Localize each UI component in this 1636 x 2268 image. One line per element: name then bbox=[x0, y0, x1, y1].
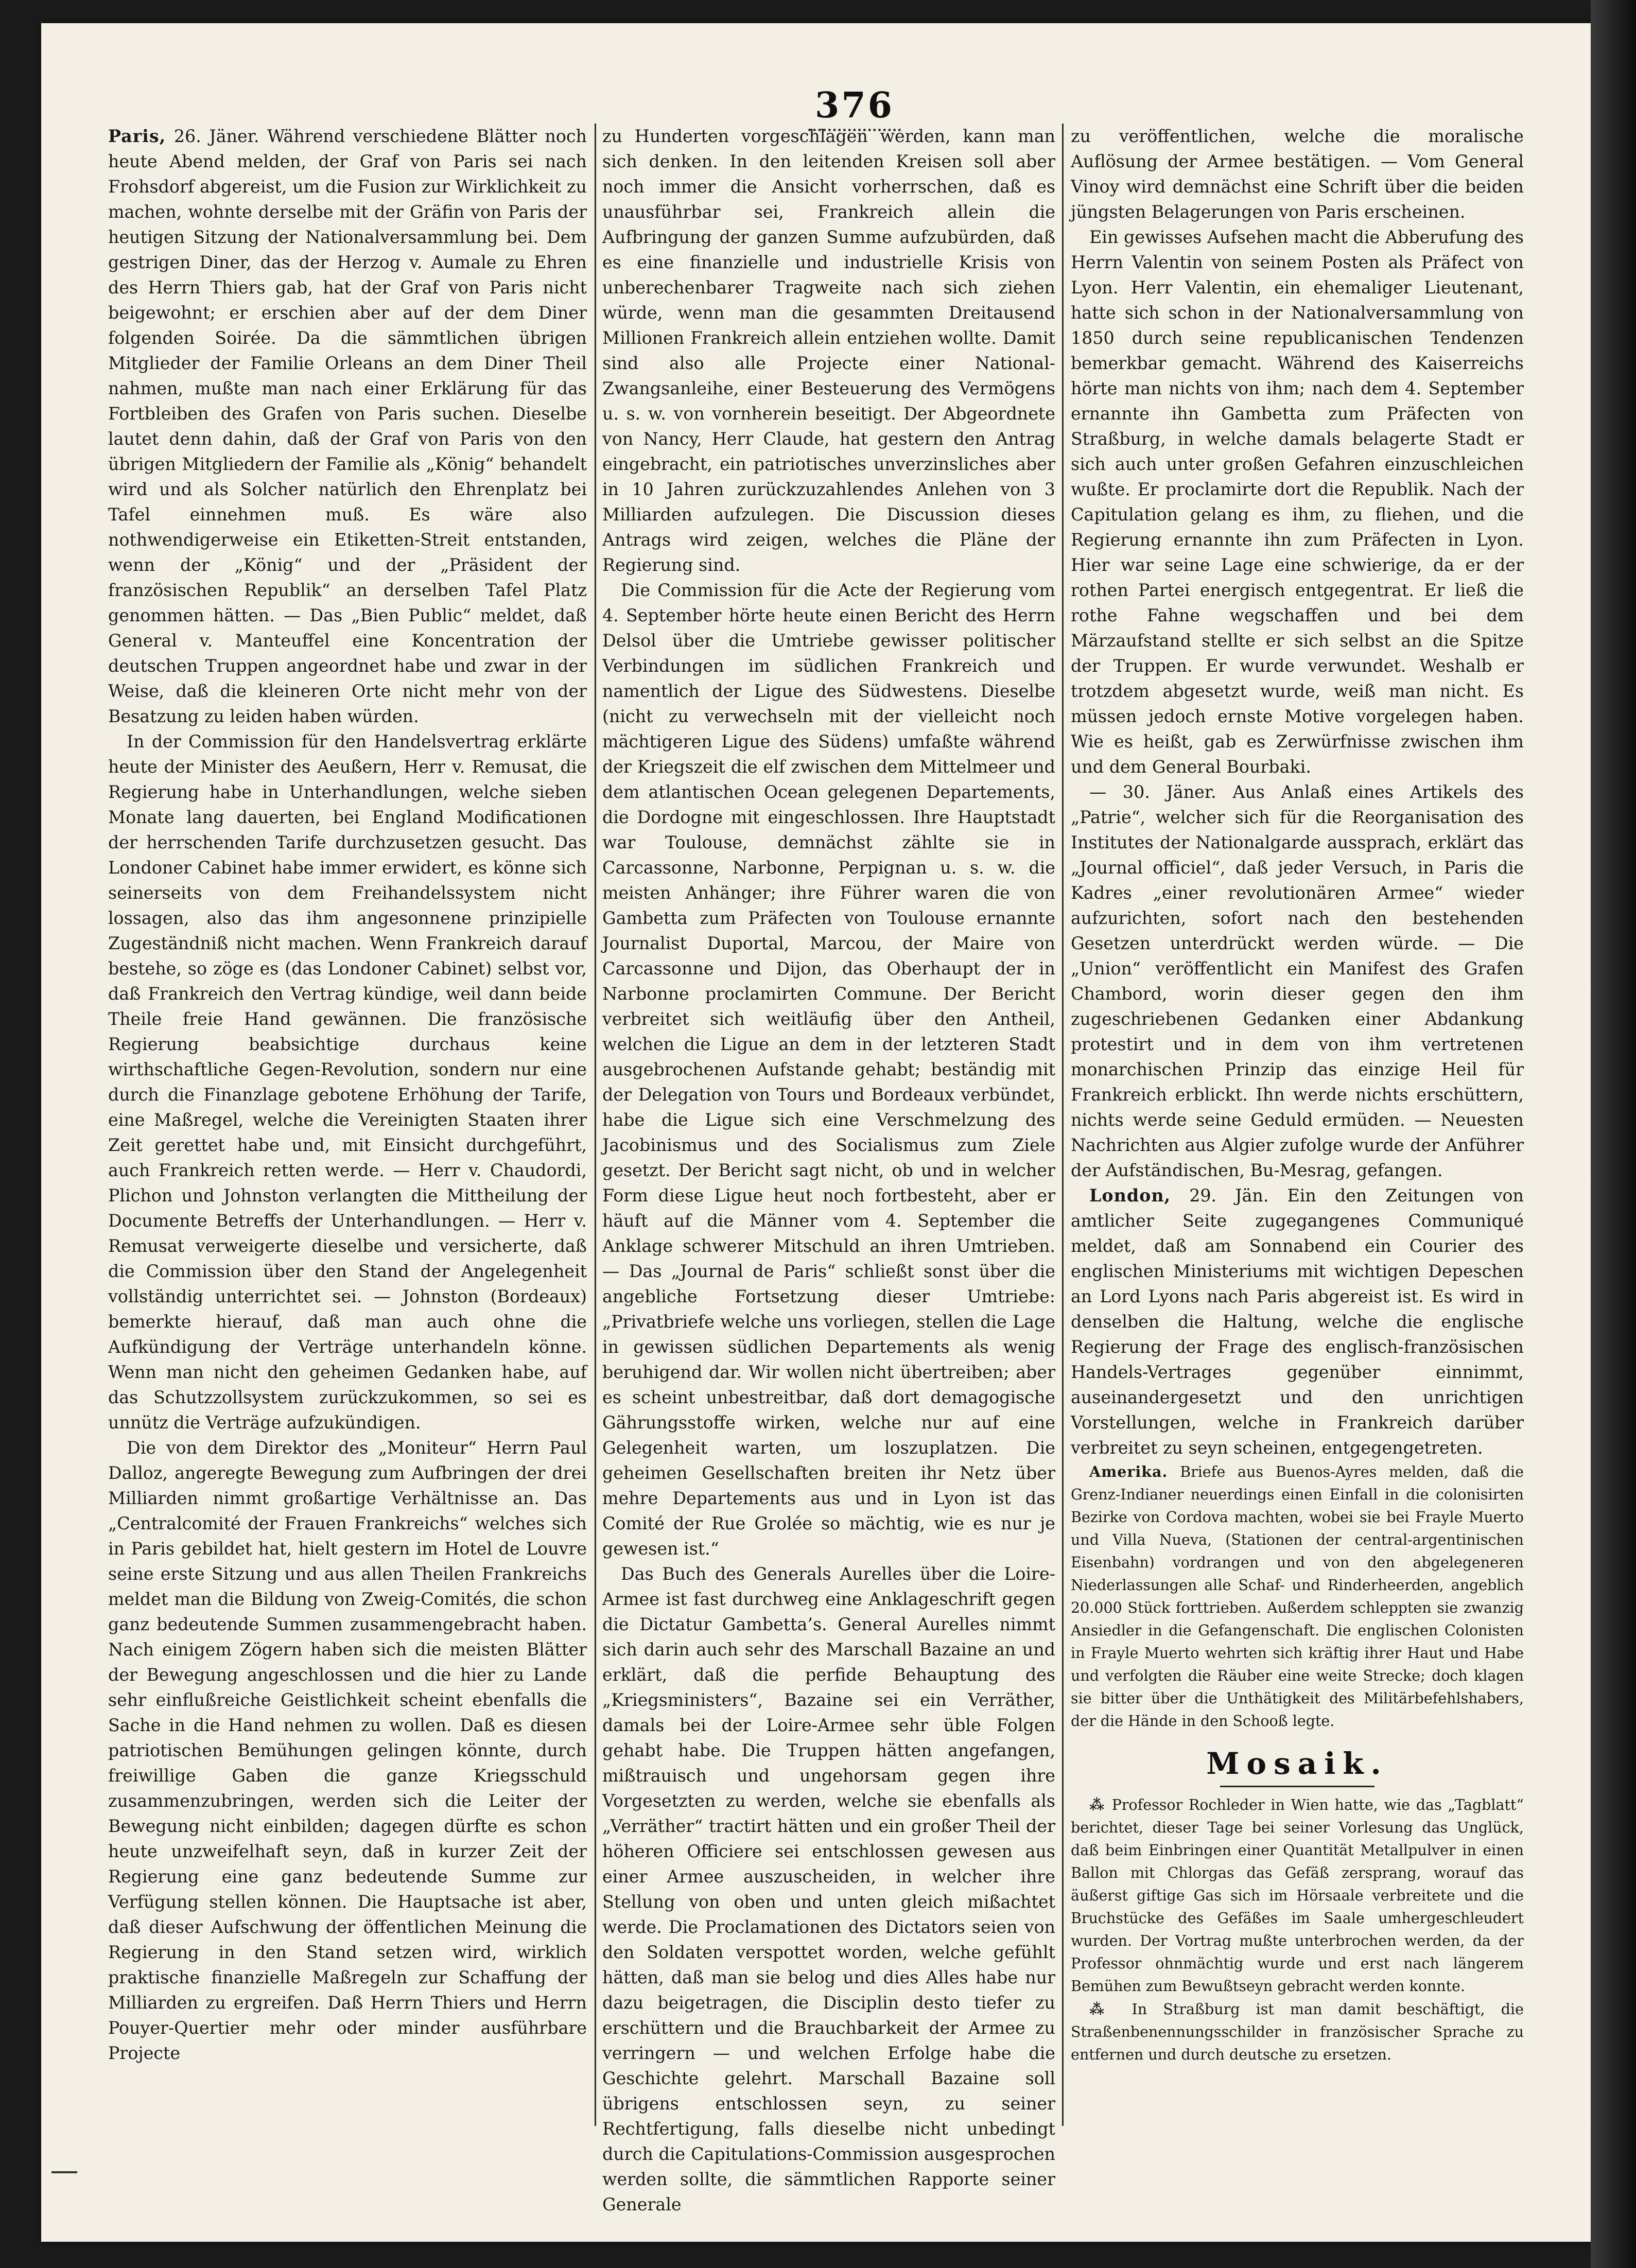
mosaik-item-1 bbox=[1071, 1793, 1524, 1998]
column-1 bbox=[108, 124, 587, 2157]
page-number: 376 bbox=[815, 85, 894, 126]
mosaik-text: Professor Rochleder in Wien hatte, wie das „Tagblatt“ berichtet, dieser Tage bei seiner Vorlesung das Unglück, daß beim Einbringen einer Quantität Metallpulver in einen Ballon mit Chlorgas das Gefäß zersprang, worauf das äußerst giftige Gas sich im Hörsaale verbreitete und die Bruchstücke des Gefäßes im Saale umhergeschleudert wurden. Der Vortrag mußte unterbrochen werden, da der Professor ohnmächtig wurde und erst nach längerem Bemühen zum Bewußtseyn gebracht werden konnte. bbox=[1071, 1796, 1524, 1995]
heading-rule bbox=[1220, 1786, 1374, 1787]
margin-mark bbox=[51, 2171, 77, 2173]
mosaik-item-2 bbox=[1071, 1998, 1524, 2066]
article-paris-30: — 30. Jäner. Aus Anlaß eines Artikels des „Patrie“, welcher sich für die Reorganisation des Institutes der Nationalgarde aussprach, erklärt das „Journal officiel“, daß jeder Versuch, in Paris die Kadres „einer revolutionären Armee“ wieder aufzurichten, sofort nach den bestehenden Gesetzen unterdrückt werden würde. — Die „Union“ veröffentlicht ein Manifest des Grafen Chambord, worin dieser gegen den ihm zugeschriebenen Gedanken einer Abdankung protestirt und in dem von ihm vertretenen monarchischen Prinzip das einzige Heil für Frankreich erblickt. Ihn werde nichts erschüttern, nichts werde seine Geduld ermüden. — Neuesten Nachrichten aus Algier zufolge wurde der Anführer der Aufständischen, Bu-Mesrag, gefangen. bbox=[1071, 782, 1524, 1180]
article-valentin: Ein gewisses Aufsehen macht die Abberufung des Herrn Valentin von seinem Posten als Präfect von Lyon. Herr Valentin, ein ehemaliger Lieutenant, hatte sich schon in der Nationalversammlung von 1850 durch seine republicanischen Tendenzen bemerkbar gemacht. Während des Kaiserreichs hörte man nichts von ihm; nach dem 4. September ernannte ihn Gambetta zum Präfecten von Straßburg, in welche damals belagerte Stadt er sich auch unter großen Gefahren einzuschleichen wußte. Er proclamirte dort die Republik. Nach der Capitulation gelang es ihm, zu fliehen, und die Regierung ernannte ihn zum Präfecten in Lyon. Hier war seine Lage eine schwierige, da er der rothen Partei energisch entgegentrat. Er ließ die rothe Fahne wegschaffen und bei dem Märzaufstand stellte er sich selbst an die Spitze der Truppen. Er wurde verwundet. Weshalb er trotzdem abgesetzt wurde, weiß man nicht. Es müssen jedoch ernste Motive vorgelegen haben. Wie es heißt, gab es Zerwürfnisse zwischen ihm und dem General Bourbaki. bbox=[1071, 227, 1524, 777]
article-amerika bbox=[1071, 1460, 1524, 1733]
scan-edge bbox=[1591, 0, 1636, 2268]
mosaik-text: In Straßburg ist man damit beschäftigt, die Straßenbenennungsschilder in französischer Sprache zu entfernen und durch deutsche zu ersetzen. bbox=[1071, 2001, 1524, 2063]
asterism-icon: ⁂ bbox=[1089, 1796, 1106, 1813]
article-london bbox=[1071, 1183, 1524, 1460]
dateline-place: London, bbox=[1089, 1185, 1171, 1206]
article-aurelles: Das Buch des Generals Aurelles über die Loire-Armee ist fast durchweg eine Anklageschrift gegen die Dictatur Gambetta’s. General Aurelles nimmt sich darin auch sehr des Marschall Bazaine an und erklärt, daß die perfide Behauptung des „Kriegsministers“, Bazaine sei ein Verräther, damals bei der Loire-Armee sehr üble Folgen gehabt habe. Die Truppen hätten angefangen, mißtrauisch und ungehorsam gegen ihre Vorgesetzten zu werden, welche sie ebenfalls als „Verräther“ tractirt hätten und ein großer Theil der höheren Officiere sei entschlossen gewesen aus einer Armee auszuscheiden, in welcher ihre Stellung von oben und unten gleich mißachtet werde. Die Proclamationen des Dictators seien von den Soldaten verspottet worden, welche gefühlt hätten, daß man sie belog und dies Alles habe nur dazu beigetragen, die Disciplin desto tiefer zu erschüttern und die Brauchbarkeit der Armee zu verringern — und welchen Erfolge habe die Geschichte gelehrt. Marschall Bazaine soll übrigens entschlossen seyn, zu seiner Rechtfertigung, falls dieselbe nicht unbedingt durch die Capitulations-Commission ausgesprochen werden sollte, die sämmtlichen Rapporte seiner Generale bbox=[602, 1564, 1055, 2214]
article-milliarden: Die von dem Direktor des „Moniteur“ Herrn Paul Dalloz, angeregte Bewegung zum Aufbringen der drei Milliarden nimmt großartige Verhältnisse an. Das „Centralcomité der Frauen Frankreichs“ welches sich in Paris gebildet hat, hielt gestern im Hotel de Louvre seine erste Sitzung und aus allen Theilen Frankreichs meldet man die Bildung von Zweig-Comités, die schon ganz bedeutende Summen zusammengebracht haben. Nach einigem Zögern haben sich die meisten Blätter der Bewegung angeschlossen und die hier zu Lande sehr einflußreiche Geistlichkeit scheint ebenfalls die Sache in die Hand nehmen zu wollen. Daß es diesen patriotischen Bemühungen gelingen könnte, durch freiwillige Gaben die ganze Kriegsschuld zusammenzubringen, werden sich die Leiter der Bewegung nicht einbilden; dagegen dürfte es schon heute unzweifelhaft seyn, daß in kurzer Zeit der Regierung eine ganz bedeutende Summe zur Verfügung stellen können. Die Hauptsache ist aber, daß dieser Aufschwung der öffentlichen Meinung die Regierung in den Stand setzen wird, wirklich praktische finanzielle Maßregeln zur Schaffung der Milliarden zu ergreifen. Daß Herrn Thiers und Herrn Pouyer-Quertier mehr oder minder ausführbare Projecte bbox=[108, 1438, 587, 2063]
article-continuation: zu veröffentlichen, welche die moralische Auflösung der Armee bestätigen. — Vom General Vinoy wird demnächst eine Schrift über die beiden jüngsten Belagerungen von Paris erscheinen. bbox=[1071, 126, 1524, 222]
article-paris-26 bbox=[108, 124, 587, 729]
article-handelsvertrag: In der Commission für den Handelsvertrag erklärte heute der Minister des Aeußern, Herr v. Remusat, die Regierung habe in Unterhandlungen, welche sieben Monate lang dauerten, bei England Modificationen der herrschenden Tarife durchzusetzen gesucht. Das Londoner Cabinet habe immer erwidert, es könne sich seinerseits von dem Freihandelssystem nicht lossagen, also das ihm angesonnene prinzipielle Zugeständniß nicht machen. Wenn Frankreich darauf bestehe, so zöge es (das Londoner Cabinet) selbst vor, daß Frankreich den Vertrag kündige, weil dann beide Theile freie Hand gewännen. Die französische Regierung beabsichtige durchaus keine wirthschaftliche Gegen-Revolution, sondern nur eine durch die Finanzlage gebotene Erhöhung der Tarife, eine Maßregel, welche die Vereinigten Staaten ihrer Zeit gerettet habe und, mit Einsicht durchgeführt, auch Frankreich retten werde. — Herr v. Chaudordi, Plichon und Johnston verlangten die Mittheilung der Documente Betreffs der Unterhandlungen. — Herr v. Remusat verweigerte dieselbe und versicherte, daß die Commission über den Stand der Angelegenheit vollständig unterrichtet sei. — Johnston (Bordeaux) bemerkte hierauf, daß man auch ohne die Aufkündigung der Verträge unterhandeln könne. Wenn man nicht den geheimen Gedanken habe, auf das Schutzzollsystem zurückzukommen, so sei es unnütz die Verträge aufzukündigen. bbox=[108, 731, 587, 1433]
article-text: 29. Jän. Ein den Zeitungen von amtlicher Seite zugegangenes Communiqué meldet, daß am Sonnabend ein Courier des englischen Ministeriums mit wichtigen Depeschen an Lord Lyons nach Paris abgereist ist. Es wird in denselben die Haltung, welche die englische Regierung der Frage des englisch-französischen Handels-Vertrages gegenüber einnimmt, auseinandergesetzt und den unrichtigen Vorstellungen, welche in Frankreich darüber verbreitet zu seyn scheinen, entgegengetreten. bbox=[1071, 1185, 1524, 1458]
article-text: 26. Jäner. Während verschiedene Blätter noch heute Abend melden, der Graf von Paris sei nach Frohsdorf abgereist, um die Fusion zur Wirklichkeit zu machen, wohnte derselbe mit der Gräfin von Paris der heutigen Sitzung der Nationalversammlung bei. Dem gestrigen Diner, das der Herzog v. Aumale zu Ehren des Herrn Thiers gab, hat der Graf von Paris nicht beigewohnt; er erschien aber auf der dem Diner folgenden Soirée. Da die sämmtlichen übrigen Mitglieder der Familie Orleans an dem Diner Theil nahmen, mußte man nach einer Erklärung für das Fortbleiben des Grafen von Paris suchen. Dieselbe lautet denn dahin, daß der Graf von Paris von den übrigen Mitgliedern der Familie als „König“ behandelt wird und als Solcher natürlich den Ehrenplatz bei Tafel einnehmen muß. Es wäre also nothwendigerweise ein Etiketten-Streit entstanden, wenn der „König“ und der „Präsident der französischen Republik“ an derselben Tafel Platz genommen hätten. — Das „Bien Public“ meldet, daß General v. Manteuffel eine Koncentration der deutschen Truppen angeordnet habe und zwar in der Weise, daß die kleineren Orte nicht mehr von der Besatzung zu leiden haben würden. bbox=[108, 126, 587, 726]
dateline-place: Paris, bbox=[108, 126, 166, 146]
dateline-place: Amerika. bbox=[1089, 1463, 1168, 1480]
section-heading: Mosaik. bbox=[1206, 1746, 1388, 1781]
column-2 bbox=[602, 124, 1055, 2214]
column-3 bbox=[1071, 124, 1524, 2157]
asterism-icon: ⁂ bbox=[1089, 2000, 1116, 2018]
column-rule bbox=[595, 124, 596, 2126]
column-rule bbox=[1062, 124, 1064, 2126]
article-continuation: zu Hunderten vorgeschlagen werden, kann man sich denken. In den leitenden Kreisen soll aber noch immer die Ansicht vorherrschen, daß es unausführbar sei, Frankreich allein die Aufbringung der ganzen Summe aufzubürden, daß es eine finanzielle und industrielle Krisis von unberechenbarer Tragweite nach sich ziehen würde, wenn man die gesammten Dreitausend Millionen Frankreich allein entziehen wollte. Damit sind also alle Projecte einer National-Zwangsanleihe, einer Besteuerung des Vermögens u. s. w. von vornherein beseitigt. Der Abgeordnete von Nancy, Herr Claude, hat gestern den Antrag eingebracht, ein patriotisches unverzinsliches aber in 10 Jahren zurückzuzahlendes Anlehen von 3 Milliarden aufzulegen. Die Discussion dieses Antrags wird zeigen, welches die Pläne der Regierung sind. bbox=[602, 126, 1055, 575]
article-text: Briefe aus Buenos-Ayres melden, daß die Grenz-Indianer neuerdings einen Einfall in die colonisirten Bezirke von Cordova machten, wobei sie bei Frayle Muerto und Villa Nueva, (Stationen der central-argentinischen Eisenbahn) vordrangen und von den abgelegeneren Niederlassungen alle Schaf- und Rinderheerden, angeblich 20.000 Stück forttrieben. Außerdem schleppten sie zwanzig Ansiedler in die Gefangenschaft. Die englischen Colonisten in Frayle Muerto wehrten sich kräftig ihrer Haut und Habe und verfolgten die Räuber eine weite Strecke; doch klagen sie bitter über die Unthätigkeit des Militärbefehlshabers, der die Hände in den Schooß legte. bbox=[1071, 1463, 1524, 1730]
article-ligue-sudwest: Die Commission für die Acte der Regierung vom 4. September hörte heute einen Bericht des Herrn Delsol über die Umtriebe gewisser politischer Verbindungen im südlichen Frankreich und namentlich der Ligue des Südwestens. Dieselbe (nicht zu verwechseln mit der vielleicht noch mächtigeren Ligue des Südens) umfaßte während der Kriegszeit die elf zwischen dem Mittelmeer und dem atlantischen Ocean gelegenen Departements, die Dordogne mit eingeschlossen. Ihre Hauptstadt war Toulouse, demnächst zählte sie in Carcassonne, Narbonne, Perpignan u. s. w. die meisten Anhänger; ihre Führer waren die von Gambetta zum Präfecten von Toulouse ernannte Journalist Duportal, Marcou, der Maire von Carcassonne und Dijon, das Oberhaupt der in Narbonne proclamirten Commune. Der Bericht verbreitet sich weitläufig über den Antheil, welchen die Ligue an dem in der letzteren Stadt ausgebrochenen Aufstande gehabt; beständig mit der Delegation von Tours und Bordeaux verbündet, habe die Ligue sich eine Verschmelzung des Jacobinismus und des Socialismus zum Ziele gesetzt. Der Bericht sagt nicht, ob und in welcher Form diese Ligue heut noch fortbesteht, aber er häuft auf die Männer vom 4. September die Anklage schwerer Mitschuld an ihren Umtrieben. — Das „Journal de Paris“ schließt sonst über die angebliche Fortsetzung dieser Umtriebe: „Privatbriefe welche uns vorliegen, stellen die Lage in gewissen südlichen Departements als wenig beruhigend dar. Wir wollen nicht übertreiben; aber es scheint unbestreitbar, daß dort demagogische Gährungsstoffe wirken, welche nur auf eine Gelegenheit warten, um loszuplatzen. Die geheimen Gesellschaften breiten ihr Netz über mehre Departements aus und in Lyon ist das Comité der Rue Grolée so mächtig, wie es nur je gewesen ist.“ bbox=[602, 580, 1055, 1559]
